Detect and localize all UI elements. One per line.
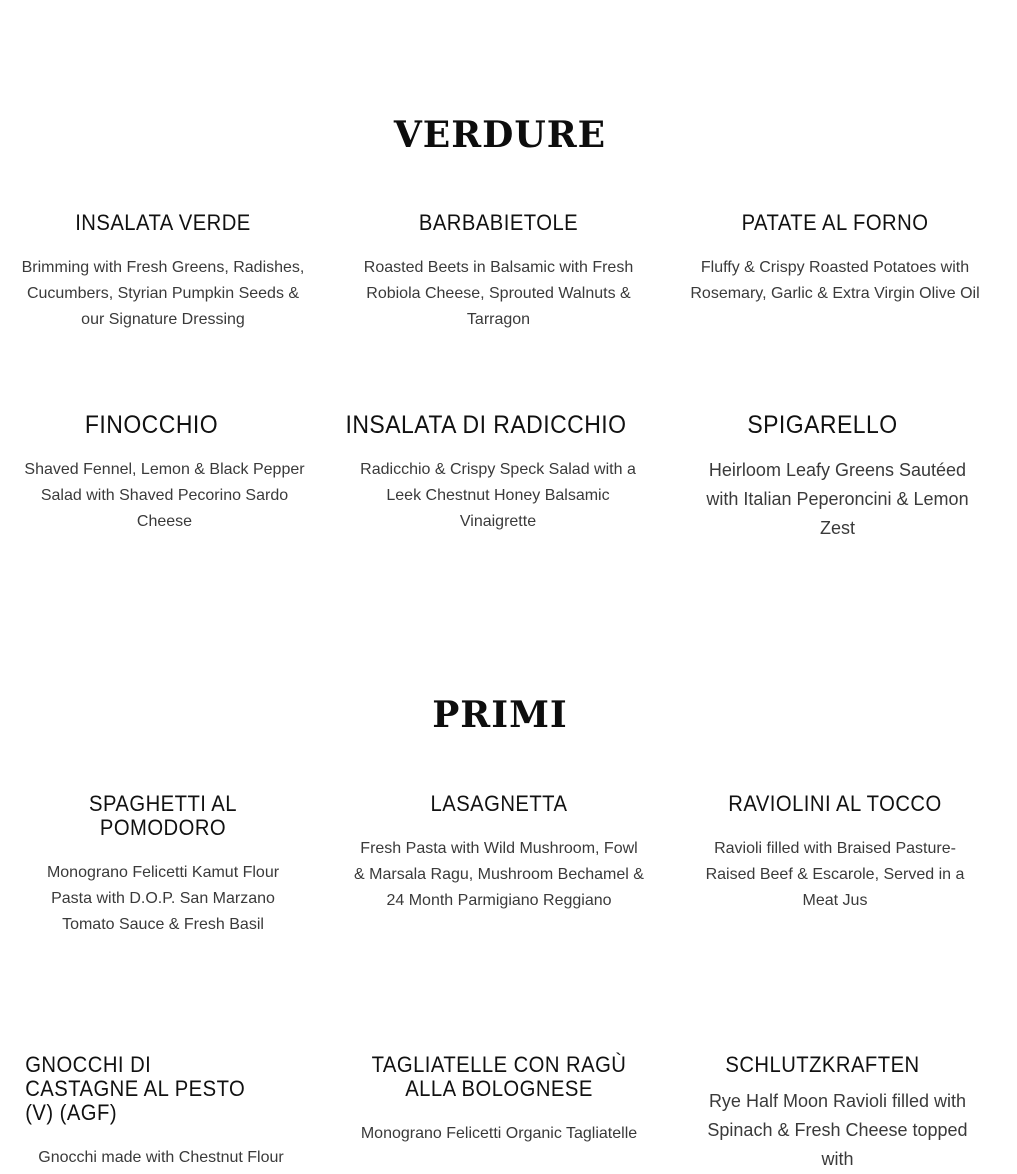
item-description: Fresh Pasta with Wild Mushroom, Fowl & Marsala Ragu, Mushroom Bechamel & 24 Month Parmigiano Reggiano xyxy=(354,840,644,909)
item-description: Heirloom Leafy Greens Sautéed with Italian Peperoncini & Lemon Zest xyxy=(706,460,969,538)
item-description: Monograno Felicetti Organic Tagliatelle xyxy=(360,1125,638,1142)
menu-item xyxy=(18,211,308,333)
item-description: Ravioli filled with Braised Pasture-Raised Beef & Escarole, Served in a Meat Jus xyxy=(705,840,965,909)
item-description: Radicchio & Crispy Speck Salad with a Leek Chestnut Honey Balsamic Vinaigrette xyxy=(360,461,636,530)
item-name: SPAGHETTI AL POMODORO xyxy=(88,791,237,840)
item-description: Gnocchi made with Chestnut Flour xyxy=(38,1149,284,1166)
menu-item xyxy=(16,1053,306,1172)
item-name: INSALATA VERDE xyxy=(75,210,251,235)
menu-item xyxy=(18,792,308,938)
item-name: TAGLIATELLE CON RAGÙ ALLA BOLOGNESE xyxy=(371,1052,627,1101)
menu-item xyxy=(695,412,980,543)
item-name: PATATE AL FORNO xyxy=(741,210,929,235)
menu-item xyxy=(690,211,980,307)
item-name: FINOCCHIO xyxy=(84,411,219,439)
item-name: RAVIOLINI AL TOCCO xyxy=(728,791,942,816)
item-name: BARBABIETOLE xyxy=(418,210,579,235)
item-description: Brimming with Fresh Greens, Radishes, Cucumbers, Styrian Pumpkin Seeds & our Signature Dressing xyxy=(21,259,305,328)
item-description: Monograno Felicetti Kamut Flour Pasta with D.O.P. San Marzano Tomato Sauce & Fresh Basil xyxy=(46,864,280,933)
menu-item xyxy=(22,412,307,535)
menu-item xyxy=(345,411,648,535)
item-name: GNOCCHI DI CASTAGNE AL PESTO (V) (AGF) xyxy=(25,1052,246,1125)
menu-item xyxy=(354,792,644,914)
item-name: SPIGARELLO xyxy=(747,411,898,439)
item-name: LASAGNETTA xyxy=(430,791,568,816)
item-description: Rye Half Moon Ravioli filled with Spinach & Fresh Cheese topped with xyxy=(707,1091,968,1169)
item-description: Shaved Fennel, Lemon & Black Pepper Salad with Shaved Pecorino Sardo Cheese xyxy=(24,461,305,530)
section-title-primi: PRIMI xyxy=(432,694,568,736)
menu-item xyxy=(354,1053,644,1148)
section-title-verdure: VERDURE xyxy=(393,114,607,156)
item-name: INSALATA DI RADICCHIO xyxy=(345,411,627,439)
item-name: SCHLUTZKRAFTEN xyxy=(725,1052,920,1077)
menu-item xyxy=(356,211,641,333)
item-description: Fluffy & Crispy Roasted Potatoes with Rosemary, Garlic & Extra Virgin Olive Oil xyxy=(690,259,980,302)
menu-item xyxy=(690,792,980,914)
item-description: Roasted Beets in Balsamic with Fresh Robiola Cheese, Sprouted Walnuts & Tarragon xyxy=(363,259,634,328)
